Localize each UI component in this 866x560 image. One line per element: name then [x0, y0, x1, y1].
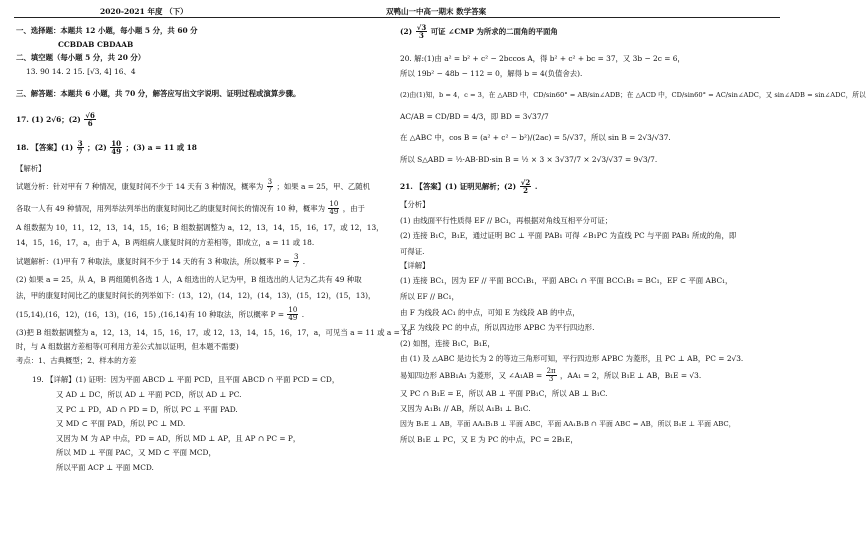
q19-part2-b: 可证 ∠CMP 为所求的二面角的平面角 [430, 26, 558, 36]
q21-answer-num: √2 [520, 177, 531, 187]
q19-part2-num: √3 [416, 23, 427, 32]
q18-line-8-num: 10 [288, 305, 298, 314]
q18-line-2 [16, 201, 392, 217]
q18-analysis-label: 【解析】 [16, 163, 46, 173]
fill-answers: 13. 90 14. 2 15. [√3, 4] 16、4 [26, 66, 136, 76]
q21-line-10-den: 3 [548, 375, 554, 384]
q20-line-3: (2)由(1)知，b = 4，c = 3，在 △ABD 中，CD/sin60° = AB/sin∠ADB；在 △ACD 中，CD/sin60° = AC/sin∠ADC，又 sin∠ADB = sin∠ADC，所以 [400, 90, 866, 99]
header-rule [14, 17, 780, 18]
q19-line-2: 又 AD ⊥ DC，所以 AD ⊥ 平面 PCD，所以 AD ⊥ PC. [56, 389, 242, 399]
q18-line-1 [16, 179, 392, 195]
q21-line-10-frac [546, 368, 557, 384]
q21-line-10a: 易知四边形 ABB₁A₁ 为菱形，又 ∠A₁AB = [400, 370, 543, 380]
q21-answer [400, 179, 784, 195]
q21-line-10 [400, 368, 784, 384]
q18-line-5b: . [302, 256, 306, 266]
q21-line-12: 又因为 A₁B₁ // AB，所以 A₁B₁ ⊥ B₁C. [400, 404, 531, 414]
q19-part2-a: (2) [400, 26, 413, 36]
q18-line-5a: 试题解析：(1)甲有 7 种取法，康复时间不少于 14 天的有 3 种取法，所以概率 P = [16, 256, 290, 266]
q19-line-7: 所以平面 ACP ⊥ 平面 MCD. [56, 463, 154, 472]
q18-line-1b: ；如果 a = 25，甲、乙随机 [276, 181, 371, 191]
q21-detail-label: 【详解】 [400, 260, 430, 270]
q18-fraction-1 [77, 140, 84, 156]
q17-fraction [84, 112, 95, 128]
q20-line-4: AC/AB = CD/BD = 4/3，即 BD = 3√37/7 [400, 111, 549, 121]
q18-line-8b: . [301, 309, 305, 319]
q18-line-11: 考点：1、古典概型；2、样本的方差 [16, 355, 137, 365]
q18-line-4: 14，15，16，17，a，由于 A，B 两组病人康复时间的方差相等，即成立，a = 11 或 18. [16, 238, 315, 248]
q18-frac2-num: 10 [111, 138, 122, 148]
q18-text-b: ；(2) [87, 142, 107, 152]
q18-line-5 [16, 254, 392, 270]
section1-heading: 一、选择题：本题共 12 小题，每小题 5 分，共 60 分 [16, 26, 198, 35]
q21-analysis-label: 【分析】 [400, 200, 430, 210]
q18-line-9: (3)把 B 组数据调整为 a，12，13，14，15，16，17，或 12，13，14，15，16，17，a，可见当 a = 11 或 a = 18 [16, 328, 412, 338]
q19-part2-den: 3 [419, 31, 424, 41]
q19-line-6: 所以 MD ⊥ 平面 PAC，又 MD ⊂ 平面 MCD， [56, 448, 216, 458]
q19-part2-frac [416, 24, 427, 40]
q21-line-4: (1) 连接 BC₁，因为 EF // 平面 BCC₁B₁，平面 ABC₁ ∩ 平面 BCC₁B₁ = BC₁，EF ⊂ 平面 ABC₁， [400, 276, 733, 286]
q21-answer-frac [520, 179, 531, 195]
q20-line-1: 20. 解:(1)由 a² = b² + c² − 2bccos A，得 b² + c² + bc = 37，又 3b − 2c = 6， [400, 53, 685, 63]
q20-line-5: 在 △ABC 中，cos B = (a² + c² − b²)/(2ac) = 5/√37，所以 sin B = 2√3/√37. [400, 133, 671, 143]
q18-frac2-den: 49 [111, 147, 122, 157]
q18-line-10: 时，与 A 组数据方差相等(可利用方差公式加以证明，但本题不需要) [16, 342, 239, 351]
header-school-year: 2020-2021 年度 （下） [100, 7, 188, 16]
q18-line-1-num: 3 [267, 178, 273, 187]
q21-line-10-num: 2π [546, 367, 556, 376]
q18-fraction-2 [110, 140, 122, 156]
q20-line-6: 所以 S△ABD = ½·AB·BD·sin B = ½ × 3 × 3√37/7 × 2√3/√37 = 9√3/7. [400, 154, 658, 164]
section2-heading: 二、填空题（每小题 5 分，共 20 分） [16, 53, 146, 63]
section3-heading: 三、解答题：本题共 6 小题，共 70 分，解答应写出文字说明、证明过程或演算步骤。 [16, 88, 301, 98]
q17-text: 17. (1) 2√6；(2) [16, 114, 81, 124]
q18-line-1a: 试题分析：针对甲有 7 种情况，康复时间不少于 14 天有 3 种情况，概率为 [16, 181, 264, 191]
q21-line-5: 所以 EF // BC₁， [400, 291, 459, 301]
q21-answer-b: . [534, 181, 538, 191]
q18-answer [16, 140, 392, 156]
q18-line-1-frac [267, 179, 273, 195]
q21-answer-a: 21. 【答案】(1) 证明见解析；(2) [400, 181, 517, 191]
q18-frac1-den: 7 [77, 147, 83, 157]
q17-answer [16, 112, 392, 128]
q18-line-3: A 组数据为 10，11，12，13，14，15，16；B 组数据调整为 a，12，13，14，15，16，17，或 12，13， [16, 222, 384, 232]
q18-line-2b: ，由于 [342, 203, 365, 213]
q21-line-3: 可得证. [400, 247, 425, 257]
q19-part2 [400, 24, 784, 40]
q21-line-7: 又 E 为线段 PC 的中点，所以四边形 APBC 为平行四边形. [400, 323, 595, 333]
q21-line-6: 由 F 为线段 AC₁ 的中点，可知 E 为线段 AB 的中点， [400, 307, 580, 317]
q18-text-a: 18. 【答案】(1) [16, 142, 74, 152]
q18-line-8-frac [287, 307, 298, 323]
q21-line-13: 因为 B₁E ⊥ AB，平面 AA₁B₁B ⊥ 平面 ABC，平面 AA₁B₁B ∩ 平面 ABC = AB，所以 B₁E ⊥ 平面 ABC， [400, 420, 736, 429]
q21-answer-den: 2 [523, 185, 528, 195]
q18-line-2-frac [328, 201, 339, 217]
header-exam-title: 双鸭山一中高一期末 数学答案 [386, 7, 487, 16]
q18-line-8a: (15,14),(16，12)，(16，13)，(16，15) ,(16,14)有 10 种取法，所以概率 P = [16, 309, 285, 319]
q18-line-1-den: 7 [267, 186, 273, 195]
q21-line-2: (2) 连接 B₁C，B₁E，通过证明 BC ⊥ 平面 PAB₁ 可得 ∠B₁PC 为直线 PC 与平面 PAB₁ 所成的角，即 [400, 231, 737, 241]
q19-line-4: 又 MD ⊂ 平面 PAD，所以 PC ⊥ MD. [56, 419, 186, 429]
q21-line-1: (1) 由线面平行性质得 EF // BC₁，再根据对角线互相平分可证； [400, 215, 613, 225]
q21-line-11: 又 PC ∩ B₁E = E，所以 AB ⊥ 平面 PB₁C，所以 AB ⊥ B₁C. [400, 388, 608, 398]
q21-line-10b: ，AA₁ = 2，所以 B₁E ⊥ AB，B₁E = √3. [560, 370, 702, 380]
q18-line-5-num: 3 [293, 252, 299, 261]
q21-line-9: 由 (1) 及 △ABC 是边长为 2 的等边三角形可知，平行四边形 APBC 为菱形，且 PC ⊥ AB，PC = 2√3. [400, 354, 744, 364]
q20-line-2: 所以 19b² − 48b − 112 = 0，解得 b = 4(负值舍去). [400, 69, 583, 79]
q18-line-8 [16, 307, 392, 323]
q18-line-5-frac [293, 254, 299, 270]
q18-line-7: 法，甲的康复时间比乙的康复时间长的列举如下：(13，12)，(14，12)，(14，13)，(15，12)，(15，13)， [16, 291, 376, 301]
choice-answers: CCBDAB CBDAAB [58, 39, 134, 49]
left-column [16, 22, 412, 473]
q19-line-5: 又因为 M 为 AP 中点，PD = AD，所以 MD ⊥ AP，且 AP ∩ PC = P， [56, 433, 301, 443]
q18-line-8-den: 49 [288, 314, 298, 323]
q21-line-14: 所以 B₁E ⊥ PC，又 E 为 PC 的中点，PC = 2B₁E， [400, 434, 578, 444]
q19-line-3: 又 PC ⊥ PD，AD ∩ PD = D，所以 PC ⊥ 平面 PAD. [56, 404, 238, 414]
q18-text-c: ；(3) a = 11 或 18 [125, 142, 197, 152]
q18-line-2-num: 10 [329, 199, 339, 208]
q17-frac-den: 6 [87, 119, 93, 129]
q18-line-2a: 各取一人有 49 种情况，用列举法列举出的康复时间比乙的康复时间长的情况有 10 种，概率为 [16, 203, 326, 213]
right-column [400, 22, 866, 445]
q17-frac-num: √6 [85, 111, 95, 121]
q18-line-6: (2) 如果 a = 25，从 A，B 两组随机各选 1 人，A 组选出的人记为甲，B 组选出的人记为乙共有 49 种取 [16, 275, 362, 285]
q18-line-5-den: 7 [293, 261, 299, 270]
q21-line-8: (2) 如图，连接 B₁C，B₁E， [400, 338, 495, 348]
q18-frac1-num: 3 [77, 138, 83, 148]
q19-line-1: 19. 【详解】(1) 证明：因为平面 ABCD ⊥ 平面 PCD，且平面 ABCD ∩ 平面 PCD = CD， [32, 375, 340, 385]
q18-line-2-den: 49 [329, 208, 339, 217]
